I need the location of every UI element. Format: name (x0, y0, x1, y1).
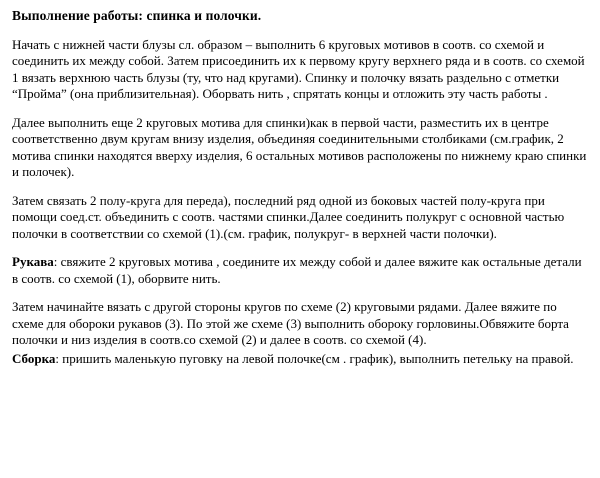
paragraph-2-text: Далее выполнить еще 2 круговых мотива для спинки)как в первой части, разместить их в центре соответственно двум кругам внизу изделия, объединяя соединительными столбиками (см.график, 2 мотива спинки находятся вверху изделия, 6 остальных мотивов расположены по нижнему краю спинки и полочек). (12, 114, 587, 180)
paragraph-5-text: Затем начинайте вязать с другой стороны кругов по схеме (2) круговыми рядами. Далее вяжите по схеме для обороки рукавов (3). По этой же схеме (3) выполнить обороку горловины.Обвяжите борта полочки и низ изделия в соотв.со схемой (2) и далее в соотв. со схемой (4). (12, 299, 569, 348)
paragraph-3-text: Затем связать 2 полу-круга для переда), последний ряд одной из боковых частей полу-круга при помощи соед.ст. объединить с соотв. частями спинки.Далее соединить полукруг с основной частью полочки в соответствии со схемой (1).(см. график, полукруг- в верхней части полочки). (12, 192, 565, 241)
paragraph-1 (12, 37, 590, 103)
paragraph-assembly (12, 351, 590, 368)
paragraph-assembly-lead: Сборка (12, 350, 56, 366)
paragraph-sleeves-lead: Рукава (12, 254, 54, 270)
paragraph-2 (12, 115, 590, 181)
paragraph-sleeves (12, 254, 590, 287)
page-title: Выполнение работы: спинка и полочки. (12, 8, 262, 23)
paragraph-assembly-text: : пришить маленькую пуговку на левой полочке(см . график), выполнить петельку на правой. (55, 350, 574, 366)
paragraph-sleeves-text: : свяжите 2 круговых мотива , соедините их между собой и далее вяжите как остальные детали в соотв. со схемой (1), оборвите нить. (12, 254, 582, 286)
paragraph-5 (12, 299, 590, 349)
paragraph-1-text: Начать с нижней части блузы сл. образом – выполнить 6 круговых мотивов в соотв. со схемой и соединить их между собой. Затем присоединить их к первому кругу верхнего ряда и в соотв. со схемой 1 вязать верхнюю часть блузы (ту, что над кругами). Спинку и полочку вязать раздельно с отметки “Пройма” (она приблизительная). Оборвать нить , спрятать концы и отложить эту часть работы . (12, 36, 585, 102)
paragraph-3 (12, 193, 590, 243)
